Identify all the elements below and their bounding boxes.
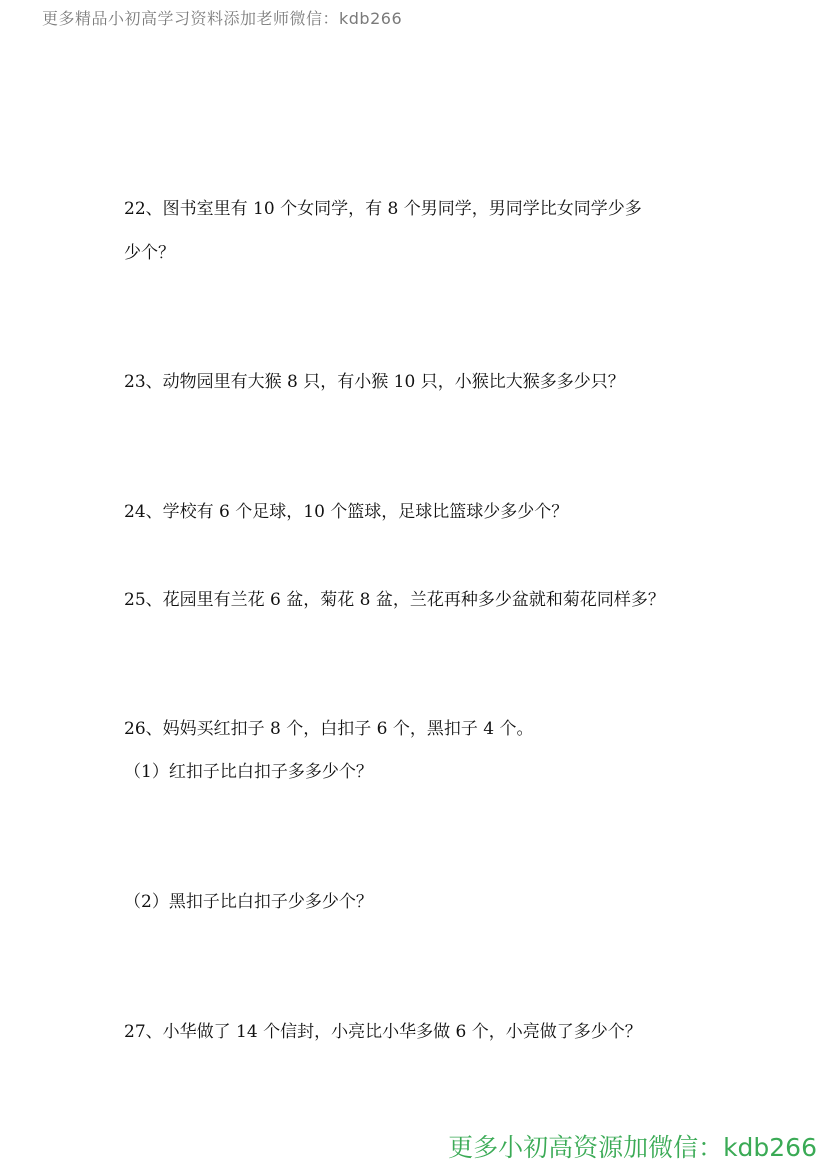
question-22-line-1: 22、图书室里有 10 个女同学，有 8 个男同学，男同学比女同学少多	[124, 199, 642, 219]
question-26-part-2: （2）黑扣子比白扣子少多少个？	[124, 892, 373, 912]
footer-watermark-text: 更多小初高资源加微信：kdb266	[448, 1133, 817, 1162]
question-25: 25、花园里有兰花 6 盆，菊花 8 盆，兰花再种多少盆就和菊花同样多？	[124, 590, 665, 610]
question-24: 24、学校有 6 个足球，10 个篮球，足球比篮球少多少个？	[124, 502, 569, 522]
question-22-line-2: 少个？	[124, 243, 175, 263]
header-watermark-text: 更多精品小初高学习资料添加老师微信：kdb266	[42, 9, 403, 28]
question-26-part-1: （1）红扣子比白扣子多多少个？	[124, 762, 373, 782]
question-26-stem: 26、妈妈买红扣子 8 个，白扣子 6 个，黑扣子 4 个。	[124, 719, 534, 739]
question-23: 23、动物园里有大猴 8 只，有小猴 10 只，小猴比大猴多多少只？	[124, 372, 625, 392]
question-27: 27、小华做了 14 个信封，小亮比小华多做 6 个，小亮做了多少个？	[124, 1022, 642, 1042]
